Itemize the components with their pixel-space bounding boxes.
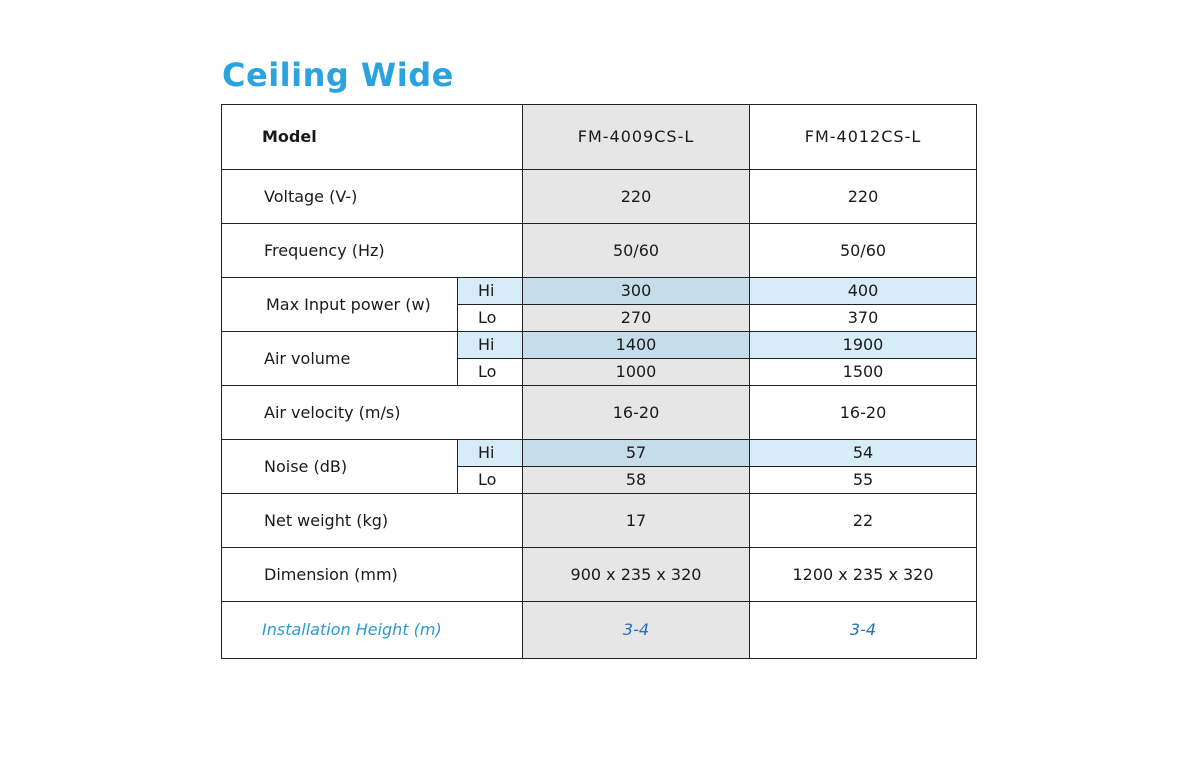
sublabel-power-hi: Hi [458, 278, 523, 305]
row-label-noise: Noise (dB) [222, 440, 458, 494]
model1-installation-height: 3-4 [523, 602, 750, 659]
row-label-max-input-power: Max Input power (w) [222, 278, 458, 332]
sublabel-air-volume-lo: Lo [458, 359, 523, 386]
sublabel-noise-hi: Hi [458, 440, 523, 467]
row-label-voltage: Voltage (V-) [222, 170, 523, 224]
table-row-installation-height [222, 602, 977, 659]
model1-power-hi: 300 [523, 278, 750, 305]
model1-net-weight: 17 [523, 494, 750, 548]
model2-net-weight: 22 [750, 494, 977, 548]
model2-name: FM-4012CS-L [750, 105, 977, 170]
row-label-air-volume: Air volume [222, 332, 458, 386]
model2-air-volume-hi: 1900 [750, 332, 977, 359]
spec-table [221, 104, 977, 659]
model1-voltage: 220 [523, 170, 750, 224]
table-row-dimension [222, 548, 977, 602]
table-row-model [222, 105, 977, 170]
model1-air-volume-hi: 1400 [523, 332, 750, 359]
table-row-voltage [222, 170, 977, 224]
sublabel-air-volume-hi: Hi [458, 332, 523, 359]
row-label-installation-height: Installation Height (m) [222, 602, 523, 659]
model2-noise-hi: 54 [750, 440, 977, 467]
row-label-net-weight: Net weight (kg) [222, 494, 523, 548]
model2-power-hi: 400 [750, 278, 977, 305]
model1-frequency: 50/60 [523, 224, 750, 278]
sublabel-noise-lo: Lo [458, 467, 523, 494]
row-label-air-velocity: Air velocity (m/s) [222, 386, 523, 440]
model2-frequency: 50/60 [750, 224, 977, 278]
table-row-net-weight [222, 494, 977, 548]
model1-noise-lo: 58 [523, 467, 750, 494]
table-row-frequency [222, 224, 977, 278]
page-title: Ceiling Wide [222, 56, 454, 94]
model2-dimension: 1200 x 235 x 320 [750, 548, 977, 602]
model1-air-velocity: 16-20 [523, 386, 750, 440]
sublabel-power-lo: Lo [458, 305, 523, 332]
model1-power-lo: 270 [523, 305, 750, 332]
row-label-frequency: Frequency (Hz) [222, 224, 523, 278]
model1-name: FM-4009CS-L [523, 105, 750, 170]
row-label-dimension: Dimension (mm) [222, 548, 523, 602]
model2-air-velocity: 16-20 [750, 386, 977, 440]
model1-dimension: 900 x 235 x 320 [523, 548, 750, 602]
table-row-power-hi [222, 278, 977, 305]
model2-air-volume-lo: 1500 [750, 359, 977, 386]
model2-power-lo: 370 [750, 305, 977, 332]
model2-noise-lo: 55 [750, 467, 977, 494]
model2-voltage: 220 [750, 170, 977, 224]
table-row-noise-hi [222, 440, 977, 467]
table-row-air-velocity [222, 386, 977, 440]
table-row-air-volume-hi [222, 332, 977, 359]
row-label-model: Model [222, 105, 523, 170]
model1-air-volume-lo: 1000 [523, 359, 750, 386]
model2-installation-height: 3-4 [750, 602, 977, 659]
model1-noise-hi: 57 [523, 440, 750, 467]
